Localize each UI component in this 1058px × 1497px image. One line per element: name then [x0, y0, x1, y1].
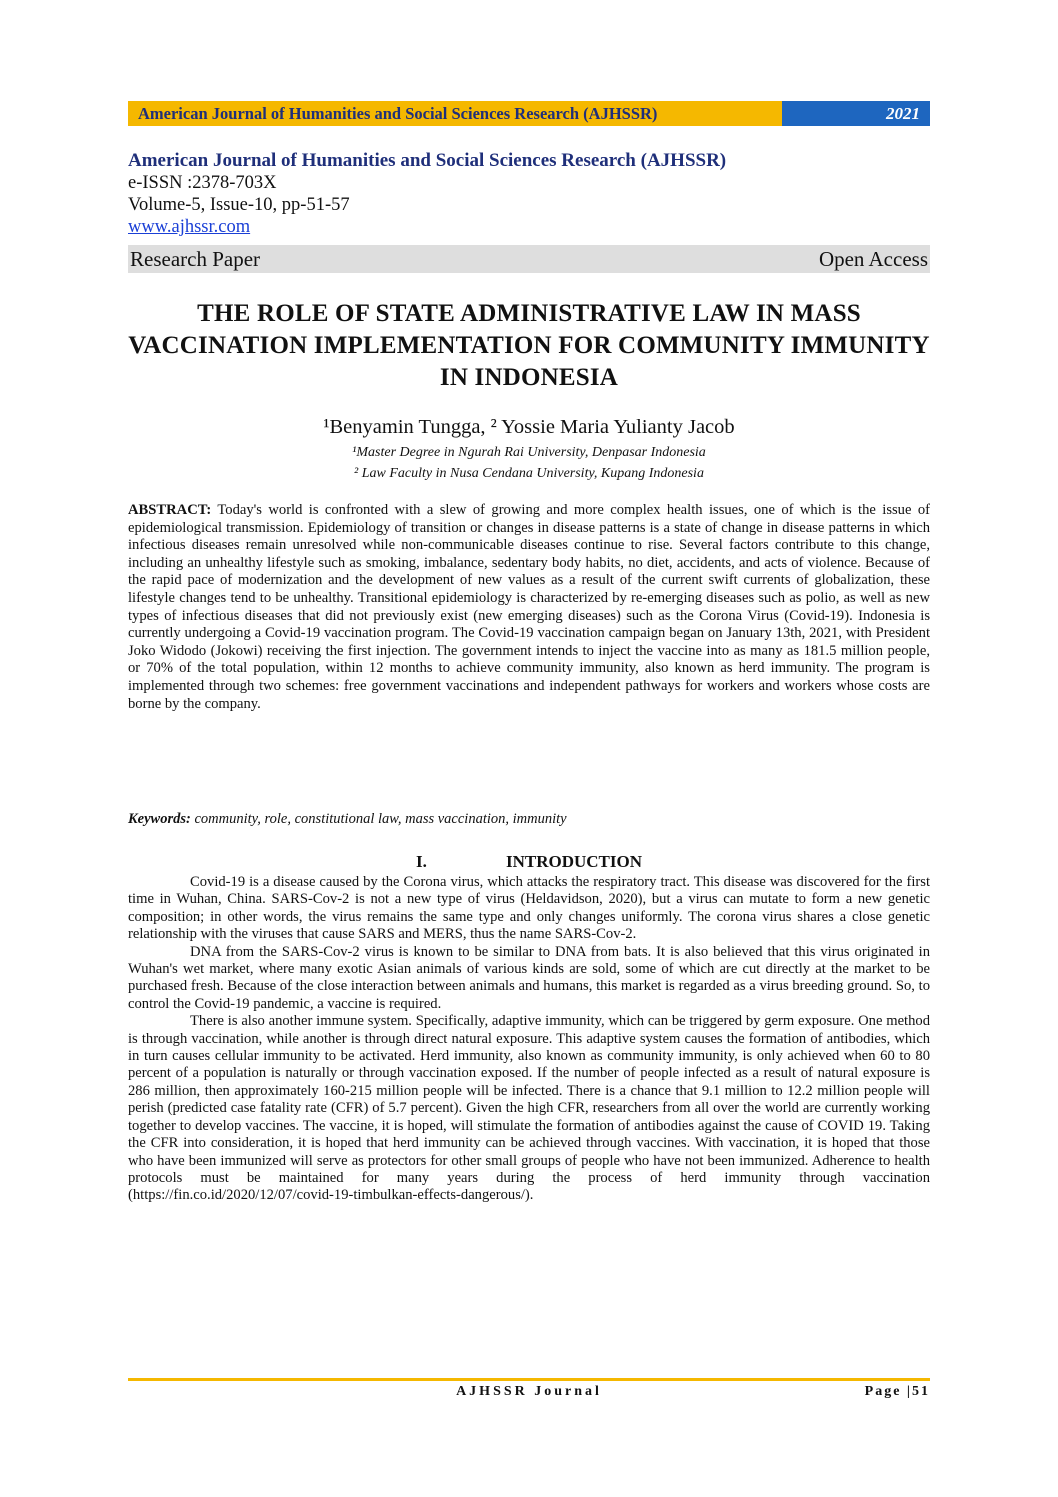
journal-website-link[interactable]: www.ajhssr.com	[128, 217, 251, 237]
journal-issn: e-ISSN :2378-703X	[128, 173, 277, 193]
section-number: I.	[415, 852, 427, 871]
paragraph: There is also another immune system. Specifically, adaptive immunity, which can be triggered by germ exposure. One method is through vaccination, while another is through direct natural exposure. This adaptive system causes the formation of antibodies, which in turn causes cellular immunity to be activated. Herd immunity, also known as community immunity, is only achieved when 60 to 80 percent of a population is naturally or through vaccination exposed. If the number of people infected as a result of natural exposure is 286 million, then approximately 160-215 million people will be infected. There is a chance that 9.1 million to 12.2 million people will perish (predicted case fatality rate (CFR) of 5.7 percent). Given the high CFR, researchers from all over the world are currently working together to develop vaccines. The vaccine, it is hoped, will stimulate the formation of antibodies against the cause of COVID 19. Taking the CFR into consideration, it is hoped that herd immunity can be achieved through vaccines. With vaccination, it is hoped that those who have been immunized will serve as protectors for other small groups of people who have not been immunized. Adherence to health protocols must be maintained for many years during the process of herd immunity through vaccination (https://fin.co.id/2020/12/07/covid-19-timbulkan-effects-dangerous/).	[128, 1013, 930, 1204]
journal-name: American Journal of Humanities and Social Sciences Research (AJHSSR)	[128, 150, 727, 171]
keywords-label: Keywords:	[128, 811, 191, 827]
footer-page-number: Page |51	[864, 1384, 930, 1399]
journal-banner	[128, 101, 930, 126]
paper-type-label: Research Paper	[130, 246, 261, 271]
section-title: INTRODUCTION	[505, 852, 643, 871]
keywords-text: community, role, constitutional law, mass vaccination, immunity	[190, 811, 567, 827]
footer-divider	[128, 1378, 930, 1381]
introduction-body	[128, 874, 930, 1205]
journal-banner-title: American Journal of Humanities and Social Sciences Research (AJHSSR)	[128, 101, 782, 126]
abstract-text: Today's world is confronted with a slew of growing and more complex health issues, one of which is the issue of epidemiological transmission. Epidemiology of transition or changes in disease patterns is a state of change in disease patterns in which infectious diseases remain unresolved while non-communicable diseases continue to rise. Several factors contribute to this change, including an unhealthy lifestyle such as smoking, imbalance, sedentary body habits, no diet, accidents, and acts of violence. Because of the rapid pace of modernization and the development of new values as a result of the current swift currents of globalization, these lifestyle changes tend to be unhealthy. Transitional epidemiology is characterized by re-emerging diseases such as polio, as well as new types of infectious diseases that did not previously exist (new emerging diseases) such as the Corona Virus (Covid-19). Indonesia is currently undergoing a Covid-19 vaccination program. The Covid-19 vaccination campaign began on January 13th, 2021, with President Joko Widodo (Jokowi) receiving the first injection. The government intends to inject the vaccine into as many as 181.5 million people, or 70% of the total population, within 12 months to achieve community immunity, also known as herd immunity. The program is implemented through two schemes: free government vaccinations and independent pathways for workers and workers whose costs are borne by the company.	[128, 502, 930, 712]
affiliation-2: ² Law Faculty in Nusa Cendana University, Kupang Indonesia	[354, 466, 704, 481]
paper-title: THE ROLE OF STATE ADMINISTRATIVE LAW IN MASS VACCINATION IMPLEMENTATION FOR COMMUNITY IMMUNITY IN INDONESIA	[128, 300, 930, 391]
open-access-label: Open Access	[818, 246, 928, 271]
paragraph: Covid-19 is a disease caused by the Corona virus, which attacks the respiratory tract. This disease was discovered for the first time in Wuhan, China. SARS-Cov-2 is not a new type of virus (Heldavidson, 2020), but a virus can mutate to form a new genetic composition; in other words, the virus remains the same type and only changes uniformly. The corona virus shares a close genetic relationship with the viruses that cause SARS and MERS, thus the name SARS-Cov-2.	[128, 874, 930, 943]
journal-volume: Volume-5, Issue-10, pp-51-57	[128, 195, 350, 215]
keywords	[128, 811, 930, 828]
footer-journal: AJHSSR Journal	[456, 1384, 602, 1399]
abstract	[128, 502, 930, 713]
paper-authors: ¹Benyamin Tungga, ² Yossie Maria Yulianty Jacob	[323, 416, 735, 438]
journal-info	[128, 150, 930, 238]
paragraph: DNA from the SARS-Cov-2 virus is known to be similar to DNA from bats. It is also believed that this virus originated in Wuhan's wet market, where many exotic Asian animals of various kinds are sold, some of which are cut directly at the market to be purchased fresh. Because of the close interaction between animals and humans, this market is regarded as a virus breeding ground. So, to control the Covid-19 pandemic, a vaccine is required.	[128, 943, 930, 1012]
section-heading	[128, 852, 930, 872]
affiliation-1: ¹Master Degree in Ngurah Rai University, Denpasar Indonesia	[352, 445, 706, 460]
journal-banner-year: 2021	[782, 101, 930, 126]
abstract-label: ABSTRACT:	[128, 502, 212, 518]
paper-type-bar	[128, 245, 930, 273]
